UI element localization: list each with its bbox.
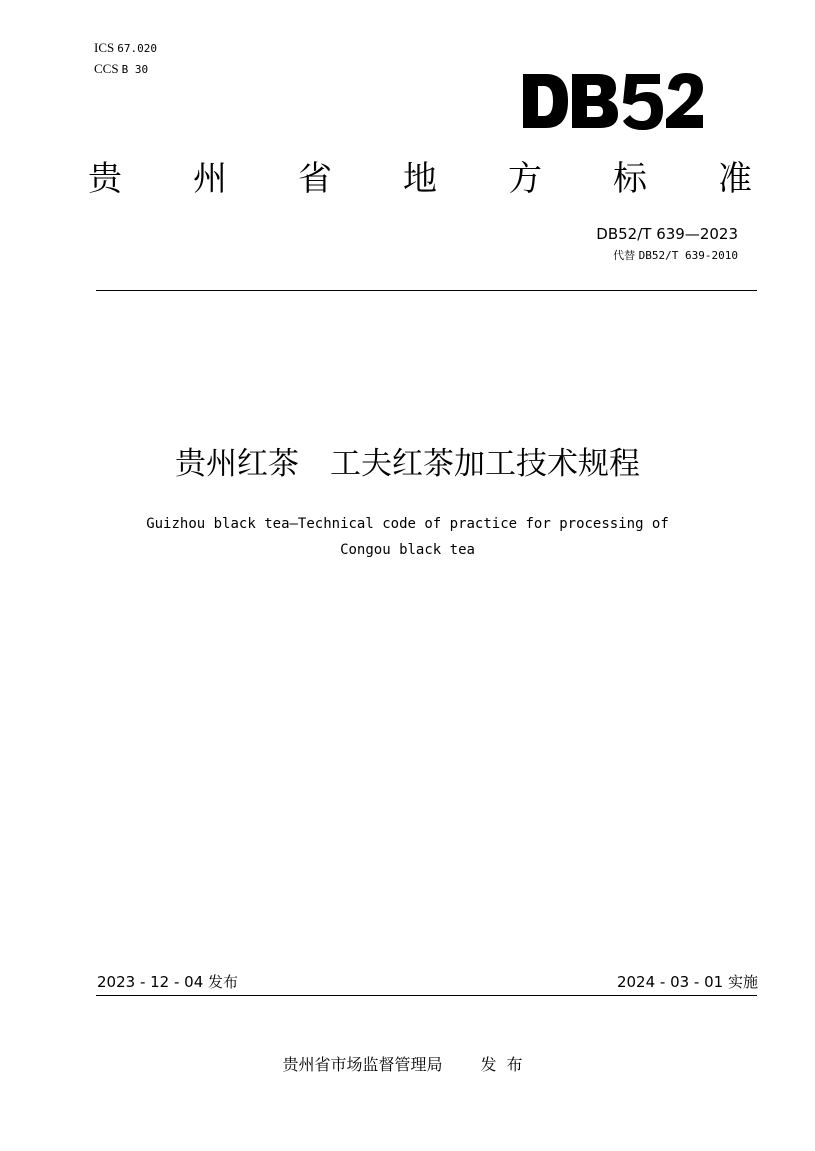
replaces-number: DB52/T 639-2010 [638, 249, 738, 262]
replaces-standard [613, 249, 738, 263]
ccs-label: CCS [94, 61, 119, 76]
implement-date [617, 972, 758, 992]
document-title-chinese: 贵州红茶 工夫红茶加工技术规程 [175, 446, 640, 482]
implement-date-label: 实施 [727, 973, 758, 991]
document-title-english-line2: Congou black tea [340, 542, 475, 558]
ccs-value: B 30 [121, 63, 149, 76]
ics-value: 67.020 [117, 42, 157, 55]
replaces-label: 代替 [613, 249, 636, 262]
authority-char: 州 [193, 159, 227, 199]
authority-char: 地 [403, 159, 437, 199]
implement-date-value: 2024 - 03 - 01 [616, 973, 724, 991]
authority-char: 准 [718, 159, 752, 199]
ics-label: ICS [94, 40, 115, 55]
issuer [0, 1054, 815, 1076]
issue-date-value: 2023 - 12 - 04 [97, 973, 204, 991]
authority-char: 贵 [88, 159, 122, 199]
ics-classification [94, 40, 157, 57]
standard-number: DB52/T 639—2023 [596, 225, 738, 243]
authority-char: 省 [298, 159, 332, 199]
top-divider [96, 290, 757, 291]
issuer-name: 贵州省市场监督管理局 [282, 1055, 443, 1074]
bottom-divider [96, 995, 757, 996]
authority-banner [88, 156, 752, 202]
db52-logo [520, 70, 705, 132]
issue-date [97, 972, 238, 992]
authority-char: 方 [508, 159, 542, 199]
ccs-classification [94, 61, 148, 78]
document-title-english-line1: Guizhou black tea—Technical code of practice for processing of [146, 516, 669, 532]
authority-char: 标 [613, 159, 647, 199]
issue-date-label: 发布 [208, 973, 239, 991]
issuer-action: 发布 [480, 1055, 533, 1074]
